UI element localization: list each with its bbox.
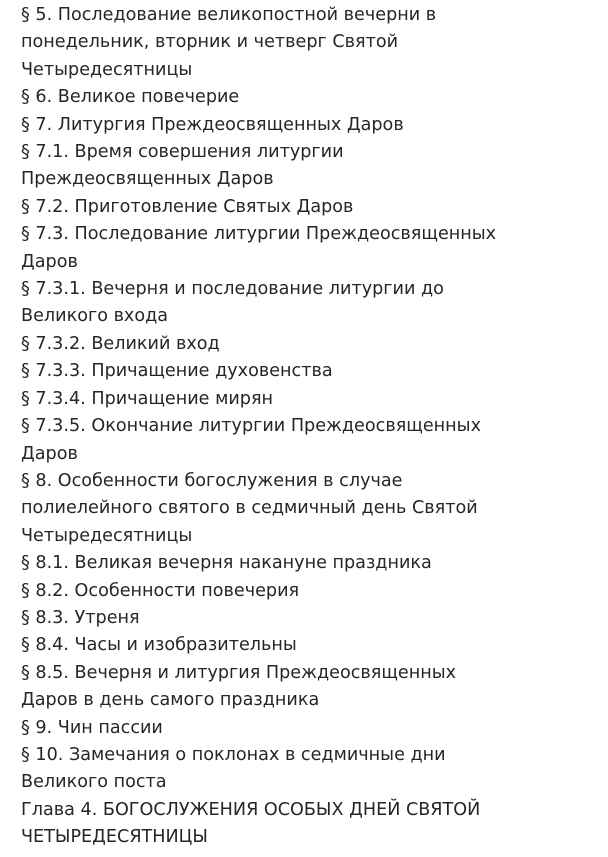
toc-link-line: Великого входа [21,306,169,327]
toc-link[interactable] [21,632,591,659]
toc-link[interactable] [21,742,591,797]
toc-link-line: § 7.3.4. Причащение мирян [21,388,274,409]
toc-link[interactable] [21,715,591,742]
toc-link-line: § 5. Последование великопостной вечерни в [21,5,437,25]
toc-link-line: Четыредесятницы [21,525,193,546]
toc-link-line: § 8.2. Особенности повечерия [21,580,300,601]
toc-link-line: § 7.1. Время совершения литургии [21,142,344,163]
toc-link-line: Даров в день самого праздника [21,690,320,711]
toc-link[interactable] [21,331,591,358]
toc-link-line: Даров [21,251,78,272]
toc-link-line: § 8.5. Вечерня и литургия Преждеосвященных [21,662,457,683]
toc-link-line: полиелейного святого в седмичный день Святой [21,498,478,519]
toc-link-line: § 7.3.5. Окончание литургии Преждеосвященных [21,416,481,437]
toc-link[interactable] [21,84,591,111]
toc-link[interactable] [21,386,591,413]
toc-link-line: Даров [21,443,78,464]
toc-link[interactable] [21,605,591,632]
toc-link[interactable] [21,413,591,468]
toc-link-line: § 8.4. Часы и изобразительны [21,635,297,656]
toc-link[interactable] [21,2,591,84]
toc-link-line: § 7.3. Последование литургии Преждеосвященных [21,224,497,245]
toc-link[interactable] [21,276,591,331]
toc-link[interactable] [21,139,591,194]
table-of-contents [21,2,591,852]
toc-link[interactable] [21,578,591,605]
toc-link-line: § 8.3. Утреня [21,607,140,628]
toc-link-line: Преждеосвященных Даров [21,169,274,190]
toc-link[interactable] [21,797,591,852]
toc-link-line: понедельник, вторник и четверг Святой [21,32,399,53]
toc-link-line: Глава 4. БОГОСЛУЖЕНИЯ ОСОБЫХ ДНЕЙ СВЯТОЙ [21,799,481,820]
toc-link-line: § 10. Замечания о поклонах в седмичные дни [21,744,446,765]
toc-link-line: ЧЕТЫРЕДЕСЯТНИЦЫ [21,827,208,848]
toc-link-line: § 7. Литургия Преждеосвященных Даров [21,114,404,135]
toc-link-line: § 7.2. Приготовление Святых Даров [21,196,354,217]
toc-link-line: § 8. Особенности богослужения в случае [21,470,403,491]
toc-link[interactable] [21,112,591,139]
toc-link[interactable] [21,468,591,550]
toc-link[interactable] [21,194,591,221]
toc-link-line: Великого поста [21,772,167,793]
toc-link-line: § 7.3.3. Причащение духовенства [21,361,333,382]
toc-link[interactable] [21,358,591,385]
toc-link[interactable] [21,660,591,715]
toc-link[interactable] [21,221,591,276]
toc-link-line: § 9. Чин пассии [21,717,163,738]
toc-link[interactable] [21,550,591,577]
toc-link-line: § 7.3.2. Великий вход [21,333,220,354]
toc-link-line: Четыредесятницы [21,59,193,80]
toc-link-line: § 7.3.1. Вечерня и последование литургии до [21,279,444,300]
toc-link-line: § 8.1. Великая вечерня накануне праздника [21,553,432,574]
toc-link-line: § 6. Великое повечерие [21,87,240,108]
